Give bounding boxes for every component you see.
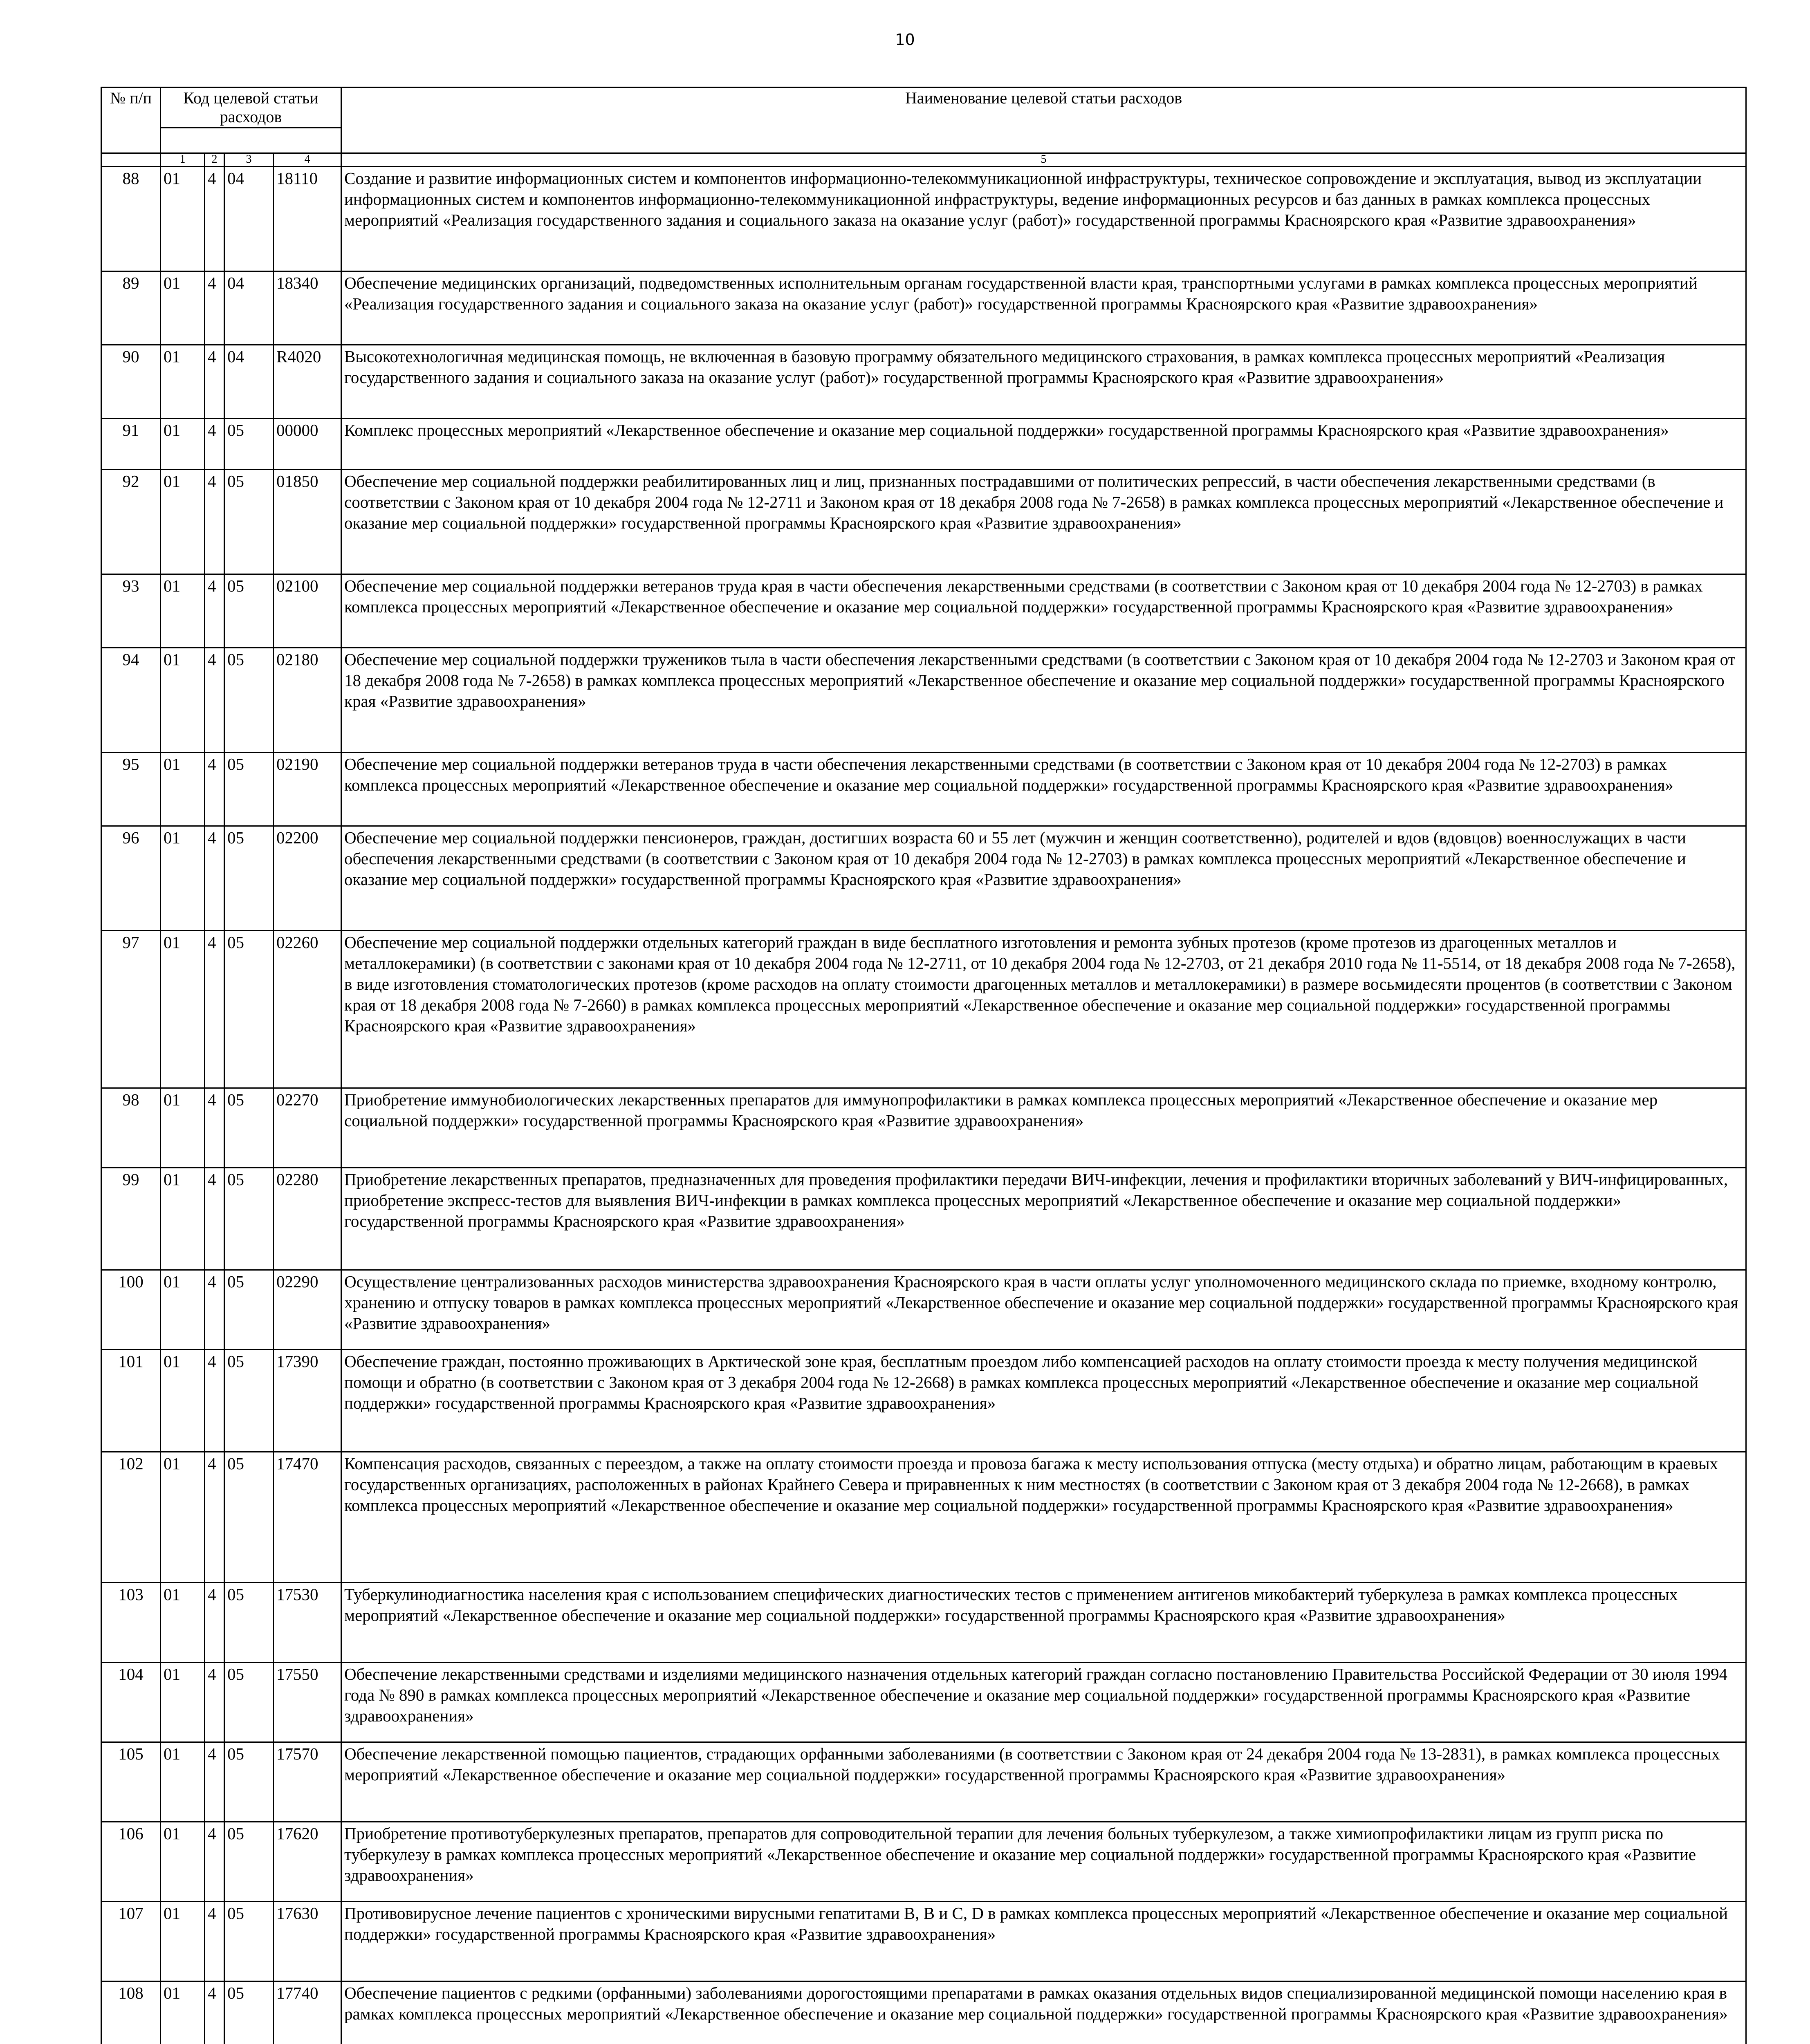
header-col-5: 5 — [341, 153, 1746, 167]
code-part-2: 4 — [205, 271, 224, 345]
code-part-4: 17390 — [274, 1350, 341, 1452]
table-row — [101, 1452, 1746, 1583]
table-row — [101, 826, 1746, 931]
table-row — [101, 271, 1746, 345]
table-header-row — [101, 87, 1746, 128]
code-part-2: 4 — [205, 574, 224, 648]
table-row — [101, 1583, 1746, 1663]
article-name: Приобретение лекарственных препаратов, предназначенных для проведения профилактики передачи ВИЧ-инфекции, лечения и профилактики вторичных заболеваний у ВИЧ-инфицированных, приобретение экспресс-тестов для выявления ВИЧ-инфекции в рамках комплекса процессных мероприятий «Лекарственное обеспечение и оказание мер социальной поддержки» государственной программы Красноярского края «Развитие здравоохранения» — [341, 1168, 1746, 1270]
header-col-2: 2 — [205, 153, 224, 167]
code-part-2: 4 — [205, 1168, 224, 1270]
code-part-2: 4 — [205, 1902, 224, 1981]
code-part-1: 01 — [161, 1902, 205, 1981]
code-part-1: 01 — [161, 167, 205, 271]
table-row — [101, 167, 1746, 271]
code-part-4: R4020 — [274, 345, 341, 419]
code-part-2: 4 — [205, 1981, 224, 2044]
table-row — [101, 1663, 1746, 1742]
code-part-1: 01 — [161, 1822, 205, 1902]
code-part-1: 01 — [161, 470, 205, 574]
code-part-1: 01 — [161, 1350, 205, 1452]
code-part-4: 18110 — [274, 167, 341, 271]
code-part-1: 01 — [161, 1583, 205, 1663]
code-part-1: 01 — [161, 1663, 205, 1742]
code-part-4: 00000 — [274, 419, 341, 470]
table-row — [101, 1981, 1746, 2044]
code-part-3: 05 — [224, 1822, 274, 1902]
header-name: Наименование целевой статьи расходов — [341, 87, 1746, 153]
target-articles-table — [101, 87, 1747, 2044]
code-part-2: 4 — [205, 1663, 224, 1742]
article-name: Комплекс процессных мероприятий «Лекарственное обеспечение и оказание мер социальной поддержки» государственной программы Красноярского края «Развитие здравоохранения» — [341, 419, 1746, 470]
article-name: Противовирусное лечение пациентов с хроническими вирусными гепатитами B, B и C, D в рамках комплекса процессных мероприятий «Лекарственное обеспечение и оказание мер социальной поддержки» государственной программы Красноярского края «Развитие здравоохранения» — [341, 1902, 1746, 1981]
code-part-1: 01 — [161, 648, 205, 753]
code-part-2: 4 — [205, 1350, 224, 1452]
code-part-4: 17570 — [274, 1742, 341, 1822]
code-part-3: 04 — [224, 345, 274, 419]
code-part-4: 17470 — [274, 1452, 341, 1583]
row-number: 107 — [101, 1902, 161, 1981]
article-name: Обеспечение мер социальной поддержки реабилитированных лиц и лиц, признанных пострадавшими от политических репрессий, в части обеспечения лекарственными средствами (в соответствии с Законом края от 10 декабря 2004 года № 12-2711 и Законом края от 18 декабря 2008 года № 7-2658) в рамках комплекса процессных мероприятий «Лекарственное обеспечение и оказание мер социальной поддержки» государственной программы Красноярского края «Развитие здравоохранения» — [341, 470, 1746, 574]
code-part-4: 02100 — [274, 574, 341, 648]
row-number: 102 — [101, 1452, 161, 1583]
code-part-2: 4 — [205, 753, 224, 826]
code-part-4: 17620 — [274, 1822, 341, 1902]
row-number: 90 — [101, 345, 161, 419]
code-part-2: 4 — [205, 1270, 224, 1350]
table-row — [101, 931, 1746, 1088]
code-part-2: 4 — [205, 419, 224, 470]
article-name: Туберкулинодиагностика населения края с использованием специфических диагностических тестов с применением антигенов микобактерий туберкулеза в рамках комплекса процессных мероприятий «Лекарственное обеспечение и оказание мер социальной поддержки» государственной программы Красноярского края «Развитие здравоохранения» — [341, 1583, 1746, 1663]
code-part-1: 01 — [161, 753, 205, 826]
code-part-1: 01 — [161, 826, 205, 931]
header-code: Код целевой статьи расходов — [161, 87, 341, 128]
code-part-4: 18340 — [274, 271, 341, 345]
article-name: Обеспечение мер социальной поддержки отдельных категорий граждан в виде бесплатного изготовления и ремонта зубных протезов (кроме протезов из драгоценных металлов и металлокерамики) (в соответствии с законами края от 10 декабря 2004 года № 12-2711, от 10 декабря 2004 года № 12-2703, от 21 декабря 2010 года № 11-5514, от 18 декабря 2008 года № 7-2658), в виде изготовления стоматологических протезов (кроме расходов на оплату стоимости драгоценных металлов и металлокерамики) в размере восьмидесяти процентов (в соответствии с Законом края от 18 декабря 2008 года № 7-2660) в рамках комплекса процессных мероприятий «Лекарственное обеспечение и оказание мер социальной поддержки» государственной программы Красноярского края «Развитие здравоохранения» — [341, 931, 1746, 1088]
code-part-3: 05 — [224, 1663, 274, 1742]
table-row — [101, 470, 1746, 574]
code-part-3: 05 — [224, 1742, 274, 1822]
row-number: 88 — [101, 167, 161, 271]
code-part-3: 05 — [224, 931, 274, 1088]
code-part-2: 4 — [205, 826, 224, 931]
code-part-2: 4 — [205, 1088, 224, 1168]
table-row — [101, 1902, 1746, 1981]
article-name: Приобретение противотуберкулезных препаратов, препаратов для сопроводительной терапии для лечения больных туберкулезом, а также химиопрофилактики лицам из групп риска по туберкулезу в рамках комплекса процессных мероприятий «Лекарственное обеспечение и оказание мер социальной поддержки» государственной программы Красноярского края «Развитие здравоохранения» — [341, 1822, 1746, 1902]
row-number: 91 — [101, 419, 161, 470]
code-part-2: 4 — [205, 648, 224, 753]
article-name: Высокотехнологичная медицинская помощь, не включенная в базовую программу обязательного медицинского страхования, в рамках комплекса процессных мероприятий «Реализация государственного задания и социального заказа на оказание услуг (работ)» государственной программы Красноярского края «Развитие здравоохранения» — [341, 345, 1746, 419]
code-part-1: 01 — [161, 1981, 205, 2044]
code-part-4: 02290 — [274, 1270, 341, 1350]
table-row — [101, 1742, 1746, 1822]
code-part-4: 02280 — [274, 1168, 341, 1270]
code-part-4: 17740 — [274, 1981, 341, 2044]
code-part-4: 02190 — [274, 753, 341, 826]
header-col-empty — [101, 153, 161, 167]
code-part-1: 01 — [161, 1452, 205, 1583]
row-number: 94 — [101, 648, 161, 753]
header-col-1: 1 — [161, 153, 205, 167]
code-part-3: 05 — [224, 648, 274, 753]
row-number: 106 — [101, 1822, 161, 1902]
article-name: Компенсация расходов, связанных с переездом, а также на оплату стоимости проезда и провоза багажа к месту использования отпуска (месту отдыха) и обратно лицам, работающим в краевых государственных организациях, расположенных в районах Крайнего Севера и приравненных к ним местностях (в соответствии с Законом края от 3 декабря 2004 года № 12-2668), в рамках комплекса процессных мероприятий «Лекарственное обеспечение и оказание мер социальной поддержки» государственной программы Красноярского края «Развитие здравоохранения» — [341, 1452, 1746, 1583]
code-part-3: 05 — [224, 419, 274, 470]
article-name: Обеспечение лекарственной помощью пациентов, страдающих орфанными заболеваниями (в соответствии с Законом края от 24 декабря 2004 года № 13-2831), в рамках комплекса процессных мероприятий «Лекарственное обеспечение и оказание мер социальной поддержки» государственной программы Красноярского края «Развитие здравоохранения» — [341, 1742, 1746, 1822]
code-part-3: 05 — [224, 1981, 274, 2044]
code-part-1: 01 — [161, 1270, 205, 1350]
code-part-2: 4 — [205, 1822, 224, 1902]
code-part-3: 05 — [224, 1270, 274, 1350]
code-part-1: 01 — [161, 419, 205, 470]
table-column-numbers-row — [101, 153, 1746, 167]
header-num: № п/п — [101, 87, 161, 153]
code-part-3: 05 — [224, 753, 274, 826]
table-row — [101, 345, 1746, 419]
row-number: 98 — [101, 1088, 161, 1168]
code-part-3: 05 — [224, 1350, 274, 1452]
code-part-4: 17530 — [274, 1583, 341, 1663]
article-name: Приобретение иммунобиологических лекарственных препаратов для иммунопрофилактики в рамках комплекса процессных мероприятий «Лекарственное обеспечение и оказание мер социальной поддержки» государственной программы Красноярского края «Развитие здравоохранения» — [341, 1088, 1746, 1168]
code-part-2: 4 — [205, 345, 224, 419]
table-row — [101, 1088, 1746, 1168]
table-row — [101, 1168, 1746, 1270]
header-col-3: 3 — [224, 153, 274, 167]
article-name: Обеспечение лекарственными средствами и изделиями медицинского назначения отдельных категорий граждан согласно постановлению Правительства Российской Федерации от 30 июля 1994 года № 890 в рамках комплекса процессных мероприятий «Лекарственное обеспечение и оказание мер социальной поддержки» государственной программы Красноярского края «Развитие здравоохранения» — [341, 1663, 1746, 1742]
code-part-1: 01 — [161, 1088, 205, 1168]
code-part-3: 05 — [224, 1088, 274, 1168]
row-number: 108 — [101, 1981, 161, 2044]
code-part-2: 4 — [205, 1742, 224, 1822]
article-name: Обеспечение мер социальной поддержки ветеранов труда в части обеспечения лекарственными средствами (в соответствии с Законом края от 10 декабря 2004 года № 12-2703) в рамках комплекса процессных мероприятий «Лекарственное обеспечение и оказание мер социальной поддержки» государственной программы Красноярского края «Развитие здравоохранения» — [341, 753, 1746, 826]
code-part-1: 01 — [161, 1168, 205, 1270]
article-name: Обеспечение пациентов с редкими (орфанными) заболеваниями дорогостоящими препаратами в рамках оказания отдельных видов специализированной медицинской помощи населению края в рамках комплекса процессных мероприятий «Лекарственное обеспечение и оказание мер социальной поддержки» государственной программы Красноярского края «Развитие здравоохранения» — [341, 1981, 1746, 2044]
article-name: Осуществление централизованных расходов министерства здравоохранения Красноярского края в части оплаты услуг уполномоченного медицинского склада по приемке, входному контролю, хранению и отпуску товаров в рамках комплекса процессных мероприятий «Лекарственное обеспечение и оказание мер социальной поддержки» государственной программы Красноярского края «Развитие здравоохранения» — [341, 1270, 1746, 1350]
row-number: 104 — [101, 1663, 161, 1742]
code-part-3: 05 — [224, 574, 274, 648]
row-number: 97 — [101, 931, 161, 1088]
row-number: 89 — [101, 271, 161, 345]
row-number: 100 — [101, 1270, 161, 1350]
table-row — [101, 648, 1746, 753]
code-part-4: 01850 — [274, 470, 341, 574]
code-part-4: 02260 — [274, 931, 341, 1088]
article-name: Обеспечение мер социальной поддержки ветеранов труда края в части обеспечения лекарственными средствами (в соответствии с Законом края от 10 декабря 2004 года № 12-2703) в рамках комплекса процессных мероприятий «Лекарственное обеспечение и оказание мер социальной поддержки» государственной программы Красноярского края «Развитие здравоохранения» — [341, 574, 1746, 648]
table-row — [101, 1270, 1746, 1350]
header-col-4: 4 — [274, 153, 341, 167]
table-body — [101, 167, 1746, 2044]
code-part-2: 4 — [205, 470, 224, 574]
code-part-3: 05 — [224, 1902, 274, 1981]
row-number: 96 — [101, 826, 161, 931]
row-number: 101 — [101, 1350, 161, 1452]
code-part-3: 05 — [224, 826, 274, 931]
table-row — [101, 574, 1746, 648]
code-part-4: 02180 — [274, 648, 341, 753]
code-part-3: 04 — [224, 167, 274, 271]
code-part-3: 05 — [224, 1583, 274, 1663]
article-name: Обеспечение медицинских организаций, подведомственных исполнительным органам государственной власти края, транспортными услугами в рамках комплекса процессных мероприятий «Реализация государственного задания и социального заказа на оказание услуг (работ)» государственной программы Красноярского края «Развитие здравоохранения» — [341, 271, 1746, 345]
row-number: 99 — [101, 1168, 161, 1270]
code-part-1: 01 — [161, 574, 205, 648]
code-part-2: 4 — [205, 1583, 224, 1663]
article-name: Обеспечение мер социальной поддержки пенсионеров, граждан, достигших возраста 60 и 55 лет (мужчин и женщин соответственно), родителей и вдов (вдовцов) военнослужащих в части обеспечения лекарственными средствами (в соответствии с Законом края от 10 декабря 2004 года № 12-2703) в рамках комплекса процессных мероприятий «Лекарственное обеспечение и оказание мер социальной поддержки» государственной программы Красноярского края «Развитие здравоохранения» — [341, 826, 1746, 931]
code-part-4: 17630 — [274, 1902, 341, 1981]
code-part-3: 05 — [224, 1452, 274, 1583]
table-row — [101, 1350, 1746, 1452]
code-part-4: 02270 — [274, 1088, 341, 1168]
article-name: Обеспечение мер социальной поддержки тружеников тыла в части обеспечения лекарственными средствами (в соответствии с Законом края от 10 декабря 2004 года № 12-2703 и Законом края от 18 декабря 2008 года № 7-2658) в рамках комплекса процессных мероприятий «Лекарственное обеспечение и оказание мер социальной поддержки» государственной программы Красноярского края «Развитие здравоохранения» — [341, 648, 1746, 753]
code-part-1: 01 — [161, 931, 205, 1088]
row-number: 93 — [101, 574, 161, 648]
row-number: 103 — [101, 1583, 161, 1663]
code-part-3: 04 — [224, 271, 274, 345]
code-part-1: 01 — [161, 345, 205, 419]
code-part-1: 01 — [161, 1742, 205, 1822]
code-part-3: 05 — [224, 1168, 274, 1270]
code-part-4: 02200 — [274, 826, 341, 931]
row-number: 92 — [101, 470, 161, 574]
row-number: 105 — [101, 1742, 161, 1822]
table-row — [101, 753, 1746, 826]
code-part-2: 4 — [205, 167, 224, 271]
code-part-4: 17550 — [274, 1663, 341, 1742]
article-name: Создание и развитие информационных систем и компонентов информационно-телекоммуникационной инфраструктуры, техническое сопровождение и эксплуатация, вывод из эксплуатации информационных систем и компонентов информационно-телекоммуникационной инфраструктуры, ведение информационных ресурсов и баз данных в рамках комплекса процессных мероприятий «Реализация государственного задания и социального заказа на оказание услуг (работ)» государственной программы Красноярского края «Развитие здравоохранения» — [341, 167, 1746, 271]
table-row — [101, 1822, 1746, 1902]
row-number: 95 — [101, 753, 161, 826]
code-part-2: 4 — [205, 931, 224, 1088]
page-number: 10 — [895, 31, 915, 49]
code-part-3: 05 — [224, 470, 274, 574]
code-part-2: 4 — [205, 1452, 224, 1583]
table-row — [101, 419, 1746, 470]
article-name: Обеспечение граждан, постоянно проживающих в Арктической зоне края, бесплатным проездом либо компенсацией расходов на оплату стоимости проезда к месту получения медицинской помощи и обратно (в соответствии с Законом края от 3 декабря 2004 года № 12-2668) в рамках комплекса процессных мероприятий «Лекарственное обеспечение и оказание мер социальной поддержки» государственной программы Красноярского края «Развитие здравоохранения» — [341, 1350, 1746, 1452]
code-part-1: 01 — [161, 271, 205, 345]
